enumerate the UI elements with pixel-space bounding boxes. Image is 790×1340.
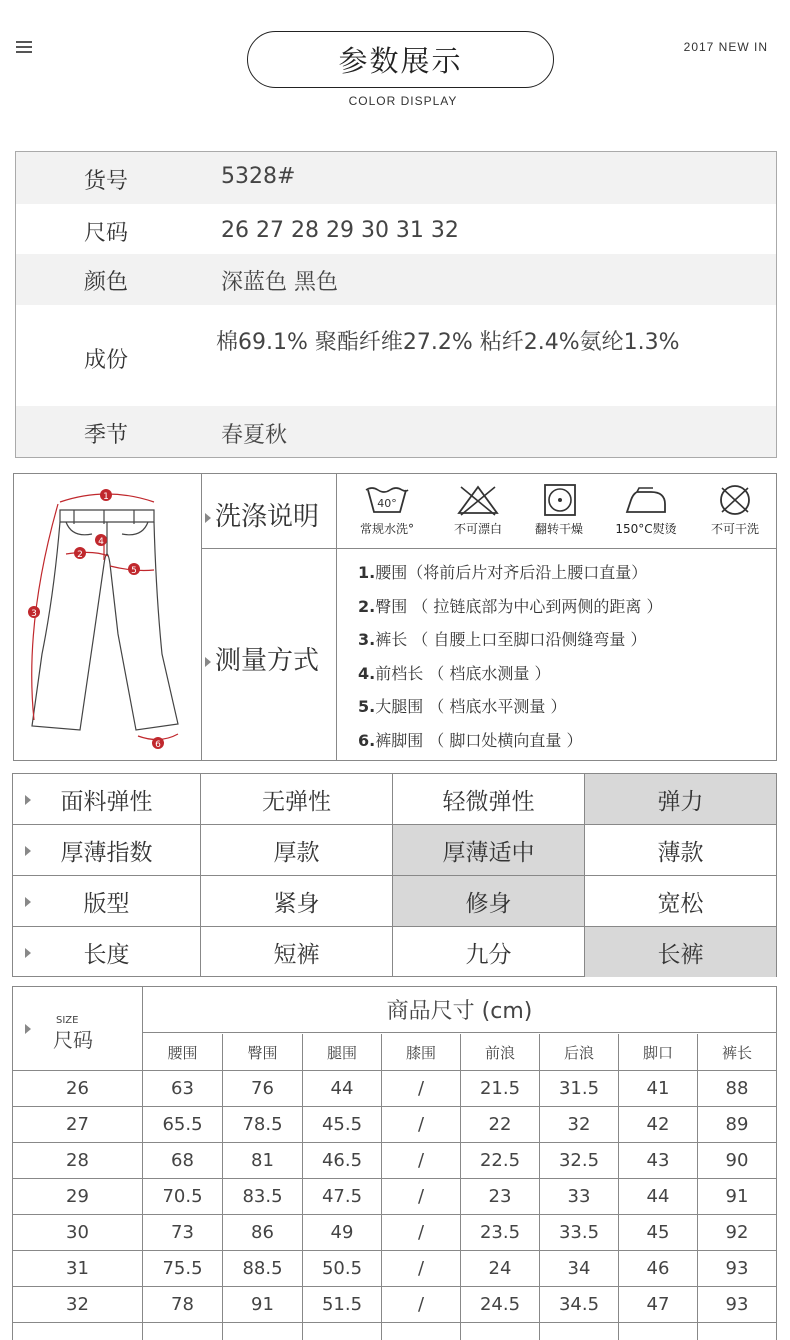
measure-cell: 93: [725, 1294, 749, 1315]
prop-label: 长度: [13, 927, 201, 977]
empty-cell: [619, 1323, 698, 1340]
measure-cell: 81: [223, 1143, 303, 1178]
measure-cell: 34.5: [540, 1287, 619, 1322]
measure-cell: 76: [223, 1071, 303, 1106]
info-label: 颜色: [84, 270, 129, 295]
no-bleach-icon: 不可漂白: [438, 484, 518, 537]
empty-cell: [223, 1323, 303, 1340]
size-cell: 29: [13, 1179, 143, 1214]
info-label: 货号: [84, 169, 129, 194]
size-cell: 31: [13, 1251, 143, 1286]
prop-option-selected: 修身: [393, 876, 585, 926]
measure-cell: 24.5: [461, 1287, 540, 1322]
info-row-season: [16, 406, 776, 457]
prop-option: 宽松: [657, 890, 704, 917]
measure-cell: 21.5: [461, 1071, 540, 1106]
svg-text:40°: 40°: [377, 497, 397, 510]
measure-cell: 70.5: [143, 1179, 223, 1214]
measure-cell: 44: [619, 1179, 698, 1214]
table-row: [13, 1286, 776, 1322]
measure-cell: /: [382, 1179, 461, 1214]
measure-cell: 46.5: [303, 1143, 382, 1178]
info-value: 26 27 28 29 30 31 32: [221, 218, 459, 243]
measure-cell: 50.5: [303, 1251, 382, 1286]
info-label: 季节: [84, 423, 129, 448]
prop-option: 轻微弹性: [393, 774, 585, 824]
measure-cell: 65.5: [143, 1107, 223, 1142]
prop-option-selected: 厚薄适中: [393, 825, 585, 875]
empty-cell: [13, 1323, 143, 1340]
measure-cell: 91: [223, 1287, 303, 1322]
measure-item: 6.裤脚围 （ 脚口处横向直量 ）: [358, 731, 583, 750]
prop-label: 版型: [13, 876, 201, 926]
measure-cell: 31.5: [540, 1071, 619, 1106]
iron-icon: 150°C熨烫: [606, 484, 686, 537]
measure-cell: 47: [619, 1287, 698, 1322]
svg-text:3: 3: [31, 609, 37, 619]
empty-cell: [698, 1323, 776, 1340]
prop-option-selected: 长裤: [585, 927, 776, 977]
measure-cell: 86: [223, 1215, 303, 1250]
measure-item: 2.臀围 （ 拉链底部为中心到两侧的距离 ）: [358, 597, 663, 616]
empty-cell: [382, 1323, 461, 1340]
measure-cell: 73: [143, 1215, 223, 1250]
prop-option: 紧身: [201, 876, 393, 926]
measure-cell: 68: [143, 1143, 223, 1178]
wash-title: 洗涤说明: [205, 496, 319, 533]
size-cell: 27: [13, 1107, 143, 1142]
page-subtitle: COLOR DISPLAY: [348, 94, 458, 108]
measure-title: 测量方式: [205, 640, 319, 677]
measure-cell: 32.5: [540, 1143, 619, 1178]
col-header: 臀围: [223, 1034, 303, 1070]
table-row: [13, 1214, 776, 1250]
info-row-material: [16, 305, 776, 406]
size-en-label: SIZE: [56, 1015, 79, 1026]
svg-text:5: 5: [131, 566, 137, 576]
size-cell: 30: [13, 1215, 143, 1250]
size-cell: 32: [13, 1287, 143, 1322]
prop-label: 厚薄指数: [13, 825, 201, 875]
empty-cell: [461, 1323, 540, 1340]
svg-text:4: 4: [98, 537, 104, 547]
size-table: [12, 986, 777, 1340]
empty-cell: [303, 1323, 382, 1340]
measure-cell: 45: [619, 1215, 698, 1250]
measure-cell: /: [382, 1287, 461, 1322]
measure-cell: 42: [619, 1107, 698, 1142]
measure-cell: 89: [725, 1114, 749, 1135]
empty-cell: [143, 1323, 223, 1340]
table-row: [13, 1070, 776, 1106]
measure-cell: 93: [725, 1258, 749, 1279]
measure-cell: 49: [303, 1215, 382, 1250]
col-header: 后浪: [540, 1034, 619, 1070]
measure-cell: 78.5: [223, 1107, 303, 1142]
size-header-cell: [13, 987, 143, 1070]
info-value: 5328#: [221, 164, 296, 189]
svg-text:2: 2: [77, 550, 83, 560]
svg-text:6: 6: [155, 740, 161, 750]
table-row: [13, 1322, 776, 1340]
measure-cell: 23: [461, 1179, 540, 1214]
measure-cell: 90: [725, 1150, 749, 1171]
info-label: 成份: [84, 348, 129, 373]
prop-option-selected: 弹力: [585, 774, 776, 824]
measure-item: 4.前档长 （ 档底水测量 ）: [358, 664, 551, 683]
svg-text:1: 1: [103, 492, 109, 502]
table-row: [13, 1106, 776, 1142]
info-row-size: [16, 204, 776, 254]
info-label: 尺码: [84, 221, 129, 246]
property-grid: [12, 773, 777, 977]
measure-cell: 51.5: [303, 1287, 382, 1322]
measure-cell: 88.5: [223, 1251, 303, 1286]
prop-option: 薄款: [657, 839, 704, 866]
col-header: 脚口: [619, 1034, 698, 1070]
prop-option: 短裤: [201, 927, 393, 977]
measure-item: 1.腰围（将前后片对齐后沿上腰口直量）: [358, 563, 648, 582]
col-header: 膝围: [382, 1034, 461, 1070]
triangle-icon: [25, 1024, 31, 1034]
measure-cell: 46: [619, 1251, 698, 1286]
size-cn-label: 尺码: [53, 1028, 93, 1052]
measure-cell: /: [382, 1107, 461, 1142]
measure-cell: 24: [461, 1251, 540, 1286]
measure-cell: 45.5: [303, 1107, 382, 1142]
table-row: [13, 1178, 776, 1214]
measure-cell: 63: [143, 1071, 223, 1106]
prop-label: 面料弹性: [13, 774, 201, 824]
prop-row-thickness: [13, 825, 776, 876]
col-header: 裤长: [721, 1043, 752, 1062]
pants-diagram: [14, 474, 200, 760]
measure-cell: 78: [143, 1287, 223, 1322]
no-dry-clean-icon: 不可干洗: [695, 484, 775, 537]
measure-cell: 33: [540, 1179, 619, 1214]
info-value: 春夏秋: [221, 423, 288, 448]
col-header: 前浪: [461, 1034, 540, 1070]
info-value: 深蓝色 黑色: [221, 270, 338, 295]
prop-option: 九分: [393, 927, 585, 977]
measure-cell: 75.5: [143, 1251, 223, 1286]
measure-cell: 22: [461, 1107, 540, 1142]
care-measure-section: [13, 473, 777, 761]
page-title: 参数展示: [247, 31, 554, 88]
measure-cell: 23.5: [461, 1215, 540, 1250]
size-cell: 28: [13, 1143, 143, 1178]
year-tag: 2017 NEW IN: [683, 40, 768, 54]
measure-cell: /: [382, 1251, 461, 1286]
col-header: 腰围: [143, 1034, 223, 1070]
info-row-item-no: [16, 152, 776, 204]
col-header: 腿围: [303, 1034, 382, 1070]
measure-cell: /: [382, 1215, 461, 1250]
measure-cell: 92: [725, 1222, 749, 1243]
measure-cell: 41: [619, 1071, 698, 1106]
measure-cell: 34: [540, 1251, 619, 1286]
measure-cell: 47.5: [303, 1179, 382, 1214]
info-row-color: [16, 254, 776, 305]
measure-cell: 32: [540, 1107, 619, 1142]
measure-cell: 22.5: [461, 1143, 540, 1178]
measure-cell: 88: [725, 1078, 749, 1099]
measure-item: 3.裤长 （ 自腰上口至脚口沿侧缝弯量 ）: [358, 630, 647, 649]
table-row: [13, 1142, 776, 1178]
measure-cell: /: [382, 1071, 461, 1106]
prop-row-elasticity: [13, 774, 776, 825]
hamburger-icon[interactable]: [16, 41, 32, 55]
measure-item: 5.大腿围 （ 档底水平测量 ）: [358, 697, 567, 716]
measure-cell: 44: [303, 1071, 382, 1106]
prop-option: 厚款: [201, 825, 393, 875]
size-cell: 26: [13, 1071, 143, 1106]
prop-row-fit: [13, 876, 776, 927]
prop-option: 无弹性: [201, 774, 393, 824]
measure-cell: /: [382, 1143, 461, 1178]
measure-cell: 43: [619, 1143, 698, 1178]
measure-cell: 33.5: [540, 1215, 619, 1250]
measure-cell: 83.5: [223, 1179, 303, 1214]
wash-40-icon: 40° 常规水洗°: [347, 484, 427, 537]
product-info-table: [15, 151, 777, 458]
tumble-dry-icon: 翻转干燥: [519, 484, 599, 537]
info-value: 棉69.1% 聚酯纤维27.2% 粘纤2.4%氨纶1.3%: [216, 330, 680, 355]
empty-cell: [540, 1323, 619, 1340]
prop-row-length: [13, 927, 776, 978]
measure-cell: 91: [725, 1186, 749, 1207]
size-table-title: 商品尺寸 (cm): [143, 987, 776, 1033]
table-row: [13, 1250, 776, 1286]
